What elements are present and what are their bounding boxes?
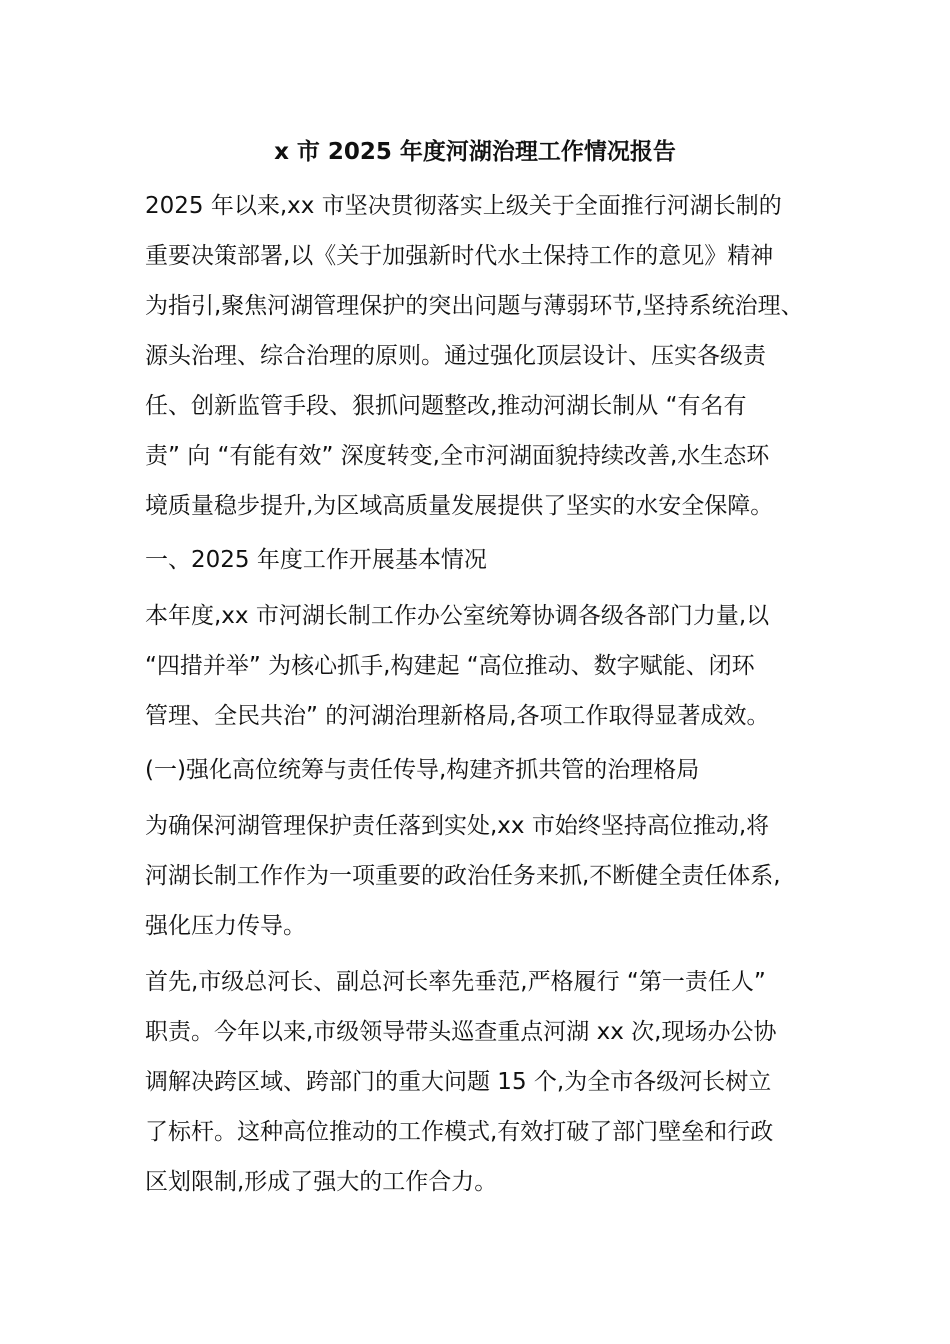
document-title: x 市 2025 年度河湖治理工作情况报告	[274, 139, 676, 165]
paragraph-line: 境质量稳步提升,为区域高质量发展提供了坚实的水安全保障。	[145, 493, 774, 519]
paragraph-line: “四措并举” 为核心抓手,构建起 “高位推动、数字赋能、闭环	[145, 653, 755, 679]
paragraph-line: 为指引,聚焦河湖管理保护的突出问题与薄弱环节,坚持系统治理、	[145, 293, 804, 319]
paragraph-line: 管理、全民共治” 的河湖治理新格局,各项工作取得显著成效。	[145, 703, 770, 729]
paragraph-line: 首先,市级总河长、副总河长率先垂范,严格履行 “第一责任人”	[145, 969, 766, 995]
paragraph-line: 任、创新监管手段、狠抓问题整改,推动河湖长制从 “有名有	[145, 393, 747, 419]
paragraph-line: 本年度,xx 市河湖长制工作办公室统筹协调各级各部门力量,以	[145, 603, 770, 629]
section-heading: 一、2025 年度工作开展基本情况	[145, 547, 487, 573]
paragraph-line: 为确保河湖管理保护责任落到实处,xx 市始终坚持高位推动,将	[145, 813, 770, 839]
paragraph-line: 调解决跨区域、跨部门的重大问题 15 个,为全市各级河长树立	[145, 1069, 772, 1095]
paragraph-line: 责” 向 “有能有效” 深度转变,全市河湖面貌持续改善,水生态环	[145, 443, 770, 469]
paragraph-line: 职责。今年以来,市级领导带头巡查重点河湖 xx 次,现场办公协	[145, 1019, 777, 1045]
subsection-heading: (一)强化高位统筹与责任传导,构建齐抓共管的治理格局	[145, 757, 700, 783]
paragraph-line: 区划限制,形成了强大的工作合力。	[145, 1169, 498, 1195]
paragraph-line: 强化压力传导。	[145, 913, 306, 939]
paragraph-line: 了标杆。这种高位推动的工作模式,有效打破了部门壁垒和行政	[145, 1119, 774, 1145]
paragraph-line: 河湖长制工作作为一项重要的政治任务来抓,不断健全责任体系,	[145, 863, 781, 889]
paragraph-line: 2025 年以来,xx 市坚决贯彻落实上级关于全面推行河湖长制的	[145, 193, 782, 219]
paragraph-line: 重要决策部署,以《关于加强新时代水土保持工作的意见》精神	[145, 243, 774, 269]
paragraph-line: 源头治理、综合治理的原则。通过强化顶层设计、压实各级责	[145, 343, 766, 369]
